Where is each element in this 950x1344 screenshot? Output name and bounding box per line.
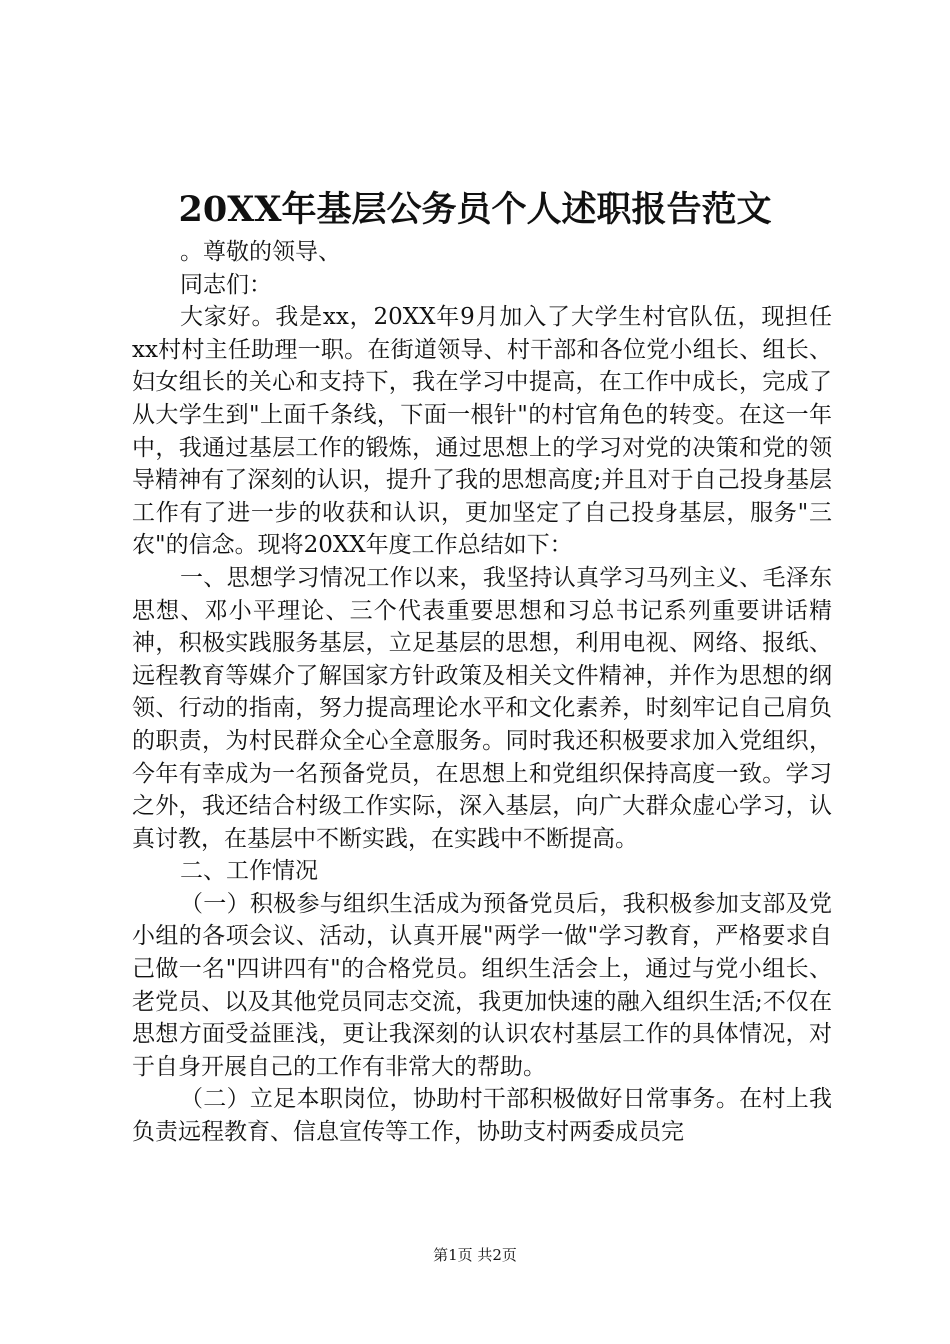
page-number: 第1页 共2页 <box>433 1246 517 1264</box>
paragraph-study: 一、思想学习情况工作以来，我坚持认真学习马列主义、毛泽东思想、邓小平理论、三个代表重要思想和习总书记系列重要讲话精神，积极实践服务基层，立足基层的思想，利用电视、网络、报纸、远程教育等媒介了解国家方针政策及相关文件精神，并作为思想的纲领、行动的指南，努力提高理论水平和文化素养，时刻牢记自己肩负的职责，为村民群众全心全意服务。同时我还积极要求加入党组织，今年有幸成为一名预备党员，在思想上和党组织保持高度一致。学习之外，我还结合村级工作实际，深入基层，向广大群众虚心学习，认真讨教，在基层中不断实践，在实践中不断提高。 <box>132 564 832 852</box>
document-title: 20XX年基层公务员个人述职报告范文 <box>178 189 772 230</box>
paragraph-duties: （二）立足本职岗位，协助村干部积极做好日常事务。在村上我负责远程教育、信息宣传等工作，协助支村两委成员完 <box>132 1086 832 1146</box>
paragraph-intro: 大家好。我是xx，20XX年9月加入了大学生村官队伍，现担任xx村村主任助理一职。在街道领导、村干部和各位党小组长、组长、妇女组长的关心和支持下，我在学习中提高，在工作中成长，完成了从大学生到"上面千条线，下面一根针"的村官角色的转变。在这一年中，我通过基层工作的锻炼，通过思想上的学习对党的决策和党的领导精神有了深刻的认识，提升了我的思想高度;并且对于自己投身基层工作有了进一步的收获和认识，更加坚定了自己投身基层，服务"三农"的信念。现将20XX年度工作总结如下： <box>132 304 832 559</box>
section-heading-work: 二、工作情况 <box>180 858 318 885</box>
salutation-line-2: 同志们： <box>180 271 272 298</box>
salutation-line-1: 。尊敬的领导、 <box>180 239 341 265</box>
paragraph-organization: （一）积极参与组织生活成为预备党员后，我积极参加支部及党小组的各项会议、活动，认真开展"两学一做"学习教育，严格要求自己做一名"四讲四有"的合格党员。组织生活会上，通过与党小组长、老党员、以及其他党员同志交流，我更加快速的融入组织生活;不仅在思想方面受益匪浅，更让我深刻的认识农村基层工作的具体情况，对于自身开展自己的工作有非常大的帮助。 <box>132 890 832 1080</box>
document-body <box>132 236 832 1149</box>
